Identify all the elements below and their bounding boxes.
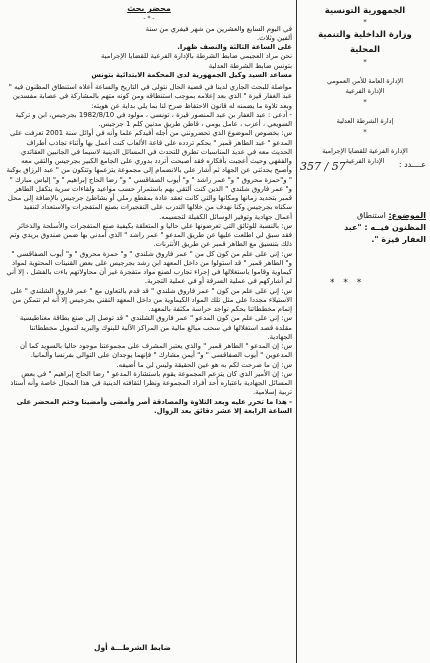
number-value: 57 / 357 (300, 160, 346, 173)
ministry-line2: المحلية (349, 45, 381, 55)
subject-text1: استنطاق (356, 211, 386, 220)
dept3-line1: الإدارة الفرعية للقضايا الإجرامية (322, 147, 408, 155)
subject-text2: المظنون فيــه : "عبد (344, 223, 426, 232)
reference-number (300, 160, 426, 173)
dept1-line1: الإدارة العامة للأمن العمومي (326, 77, 404, 85)
date-line2: ألفين وثلاث. (256, 33, 292, 42)
paragraph-9: س: إن ما صرحت لكم به هو عين الحقيقة وليس لي ما أضيفه. (116, 360, 292, 369)
ministry-line1: وزارة الداخلية والتنمية (318, 30, 412, 40)
date-line: في اليوم السابع والعشرين من شهر فيفري من سنة (145, 24, 292, 33)
subject-text3: الغفار قيزة ". (371, 235, 426, 244)
paragraph-2: - أدعى : عبد الغفار بن عبد المنصور قيزة ، تونسي ، مولود في 1982/8/10 بجرجيس، ابن و تركية السويعي ، أعزب ، عامل يومي ، قاطن طريق مدنين كلم 1 جرجيس. (15, 110, 292, 128)
closing-paragraph: - هذا ما تحرر عليه وبعد التلاوة والمصادقة أصر وأمضى وأمضينا وختم المحضر على الساعة الرابعة إلا عشر دقائق بعد الزوال. (16, 397, 292, 415)
report-body (6, 4, 292, 416)
number-label: عــــدد : (398, 160, 426, 169)
paragraph-7: س: إني على علم من كون المدعو " عمر فاروق الشلندي " قد توصل إلى صنع بطاقة مغناطيسية مقلدة قصد استغلالها في سحب مبالغ مالية من المراكز الآلية للبنوك والبريد لتمويل مخططاتنا الجهادية. (19, 314, 292, 341)
intro-line2: بتونس ضابط الشرطة العدلية (208, 61, 292, 70)
dept1-line2: الإدارة الفرعية (345, 87, 385, 95)
intro-line1: نحن مراد العجيمي ضابط الشرطة بالإدارة الفرعية للقضايا الإجرامية (100, 52, 292, 61)
star-mark: * (363, 58, 367, 66)
star-mark: * (363, 128, 367, 136)
paragraph-1: مواصلة للبحث الجاري لدينا في قضية الحال نتولى في التاريخ والساعة أعلاه استنطاق المظنون فيه " عبد الغفار قيزة " الذي بعد إعلامه بموجب استنطاقه ومن كونه متهم بالمشاركة في عصابة مفسدين وبعد تلاوة ما يضمنه له قانون الاحتفاظ صرح لنا بما يلي بداية عن هويته: (8, 83, 292, 110)
paragraph-3: س: بخصوص الموضوع الذي تحضرونني من أجله أفيدكم علما وأنه في أوائل سنة 2001 تعرفت على المدعو " عبد الطاهر قمبر " بحكم تردده على قاعة الألعاب كنت أعمل بها وأثناء تجاذب أطراف الحديث معه في عديد المناسبات تطرق للتحدث في المسائل الدينية لاسيما في الجانبين العقائدي والفقهي وحيث أعجبت بأفكاره فقد أصبحت أتردد بدوري على الجامع الكبير بجرجيس والتقي معه وأصبح يحدثني عن الجهاد ثم أشار علي بالانضمام إلى مجموعة يتزعمها وتتكون من " عبد الرزاق بوكبة " و"حمزة محروق " و" عمر راشد " و" أيوب الصفاقسي " و" رضا الحاج إبراهيم " و" إلياس مبارك " و" عمر فاروق شلندي " الذين كنت ألتقي بهم باستمرار حسب مواعيد ولقاءات سرية يتكفل الطاهر قمبر بتحديد زمانها ومكانها والتي كانت تعقد عادة بمقطع رملي أو بشاطئ جرجيس بالإضافة إلى محل سكناه بجرجيس وكنا نهدف من خلالها التدرب على التفجيرات بصنع المتفجرات والاستعداد لتنفيذ أعمال جهادية وتوفير الوسائل الكفيلة لتجسيمه. (6, 129, 292, 221)
signature-line: ضابط الشرطـــة أول (94, 643, 171, 652)
paragraph-6: س: إني على علم من كون " عمر فاروق شلندي " قد قدم بالتعاون مع " عمر فاروق الشلندي " على الاستيلاء مجددا على مثل تلك المواد الكيماوية من داخل المعهد التقني بجرجيس إلا أنه لم تتمكن من إتمام مخططاتنا بحكم تواجد حراسة مكثفة بالمعهد. (10, 286, 292, 313)
letterhead (304, 2, 426, 166)
paragraph-10: س: إن الأمير الذي كان يتزعم المجموعة يقوم باستشارة المدعو " رضا الحاج إبراهيم " في بعض المسائل الجهادية باعتباره أحد أفراد المجموعة ونظرا لثقافته الدينية في هذا المجال خاصة وأنه أستاذ تربية إسلامية. (10, 369, 292, 397)
intro-line3: مساعد السيد وكيل الجمهورية لدى المحكمة الابتدائية بتونس (91, 70, 292, 79)
paragraph-5: س: إني على علم من كون كل من " عمر فاروق شلندي " و" حمزة محروق " و" أيوب الصفاقسي " و" الطاهر قمبر " قد استولوا من داخل المعهد ابن رشد بجرجيس على بعض القنينات المحتوية لمواد كيماوية وقاموا باستغلالها في إجراء تجارب لصنع مواد متفجرة غير أن محاولاتهم باءت بالفشل ، إلا أني لم أشاركهم في عملية السرقة أو في عملية التجربة. (6, 249, 292, 286)
paragraph-8: س: إن المدعو " الطاهر قمبر " والذي يعتبر المشرف على مجموعتنا موجود حاليا بالسويد كما أن المدعوين " أيوب الصفاقسي " و" أيمن مشارك " فإنهما يوجدان على التوالي بفرنسا وألمانيا. (19, 342, 292, 360)
paragraph-4: س: بالنسبة للوثائق التي تعرضونها علي حاليا و المتعلقة بكيفية صنع المتفجرات والأسلحة والذخائر فقد سبق لي اطلعت عليها عن طريق المدعو " عمر راشد " الذي أمدني بها ضمن صندوق بريدي وتم ذلك بتنسيق مع الطاهر قمبر عن طريق الأنترنات. (9, 221, 292, 249)
subject-label: الموضوع: (388, 211, 426, 220)
star-mark: * (363, 98, 367, 106)
star-mark: * (363, 18, 367, 26)
dept2: إدارة الشرطة العدلية (336, 117, 394, 125)
column-divider (296, 0, 297, 663)
dept3-line2: الإدارة الفرعية (345, 157, 385, 165)
report-marks: - * - (143, 15, 155, 23)
report-title: محضر بحث (127, 4, 171, 13)
republic-title: الجمهورية التونسية (324, 6, 406, 16)
stars-divider: * * * (330, 278, 365, 288)
subject-block (302, 210, 426, 246)
time-line: على الساعة الثالثة والنصف ظهرا. (177, 43, 292, 51)
